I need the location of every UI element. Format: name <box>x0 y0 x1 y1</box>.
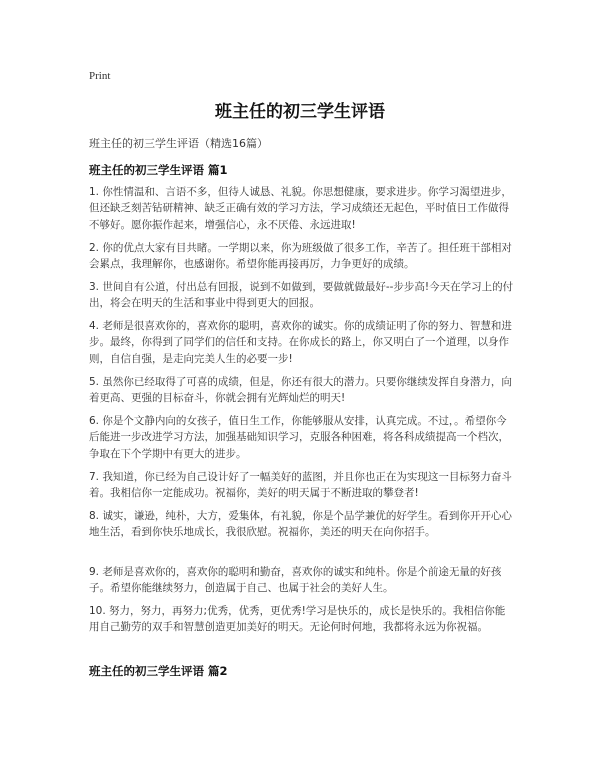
print-link[interactable]: Print <box>89 70 111 82</box>
paragraph-5: 5. 虽然你已经取得了可喜的成绩，但是，你还有很大的潜力。只要你继续发挥自身潜力，向着更高、更强的目标奋斗，你就会拥有光辉灿烂的明天! <box>89 376 512 405</box>
paragraph-8: 8. 诚实，谦逊，纯朴，大方，爱集体，有礼貌，你是个品学兼优的好学生。看到你开开心心地生活，看到你快乐地成长，我很欣慰。祝福你，美还的明天在向你招手。 <box>89 510 512 539</box>
page-title: 班主任的初三学生评语 <box>215 102 385 122</box>
document-subtitle: 班主任的初三学生评语（精选16篇） <box>89 137 268 150</box>
paragraph-10: 10. 努力，努力，再努力;优秀，优秀，更优秀!学习是快乐的，成长是快乐的。我相信你能用自己勤劳的双手和智慧创造更加美好的明天。无论何时何地，我都将永远为你祝福。 <box>89 605 506 634</box>
paragraph-2: 2. 你的优点大家有目共睹。一学期以来，你为班级做了很多工作，辛苦了。担任班干部相对会累点，我理解你，也感谢你。希望你能再接再厉，力争更好的成绩。 <box>89 242 512 271</box>
section-title-2: 班主任的初三学生评语 篇2 <box>89 664 228 678</box>
paragraph-9: 9. 老师是喜欢你的，喜欢你的聪明和勤奋，喜欢你的诚实和纯朴。你是个前途无量的好孩子。希望你能继续努力，创造属于自己、也属于社会的美好人生。 <box>89 566 502 595</box>
paragraph-3: 3. 世间自有公道，付出总有回报，说到不如做到，要做就做最好--步步高!今天在学习上的付出，将会在明天的生活和事业中得到更大的回报。 <box>89 281 514 310</box>
paragraph-1: 1. 你性情温和、言语不多，但待人诚恳、礼貌。你思想健康，要求进步。你学习渴望进步，但还缺乏刻苦钻研精神、缺乏正确有效的学习方法，学习成绩还无起色，平时值日工作做得不够好。愿你振作起来，增强信心，永不厌倦、永远进取! <box>89 186 512 231</box>
paragraph-7: 7. 我知道，你已经为自己设计好了一幅美好的蓝图，并且你也正在为实现这一目标努力奋斗着。我相信你一定能成功。祝福你，美好的明天属于不断进取的攀登者! <box>89 471 512 500</box>
paragraph-6: 6. 你是个文静内向的女孩子，值日生工作，你能够服从安排，认真完成。不过，。希望你今后能进一步改进学习方法，加强基础知识学习，克服各种困难，将各科成绩提高一个档次，争取在下个学期中有更大的进步。 <box>89 415 509 460</box>
paragraph-4: 4. 老师是很喜欢你的，喜欢你的聪明，喜欢你的诚实。你的成绩证明了你的努力、智慧和进步。最终，你得到了同学们的信任和支持。在你成长的路上，你又明白了一个道理，以身作则，自信自强，是走向完美人生的必要一步! <box>89 320 512 365</box>
section-title-1: 班主任的初三学生评语 篇1 <box>89 163 228 177</box>
